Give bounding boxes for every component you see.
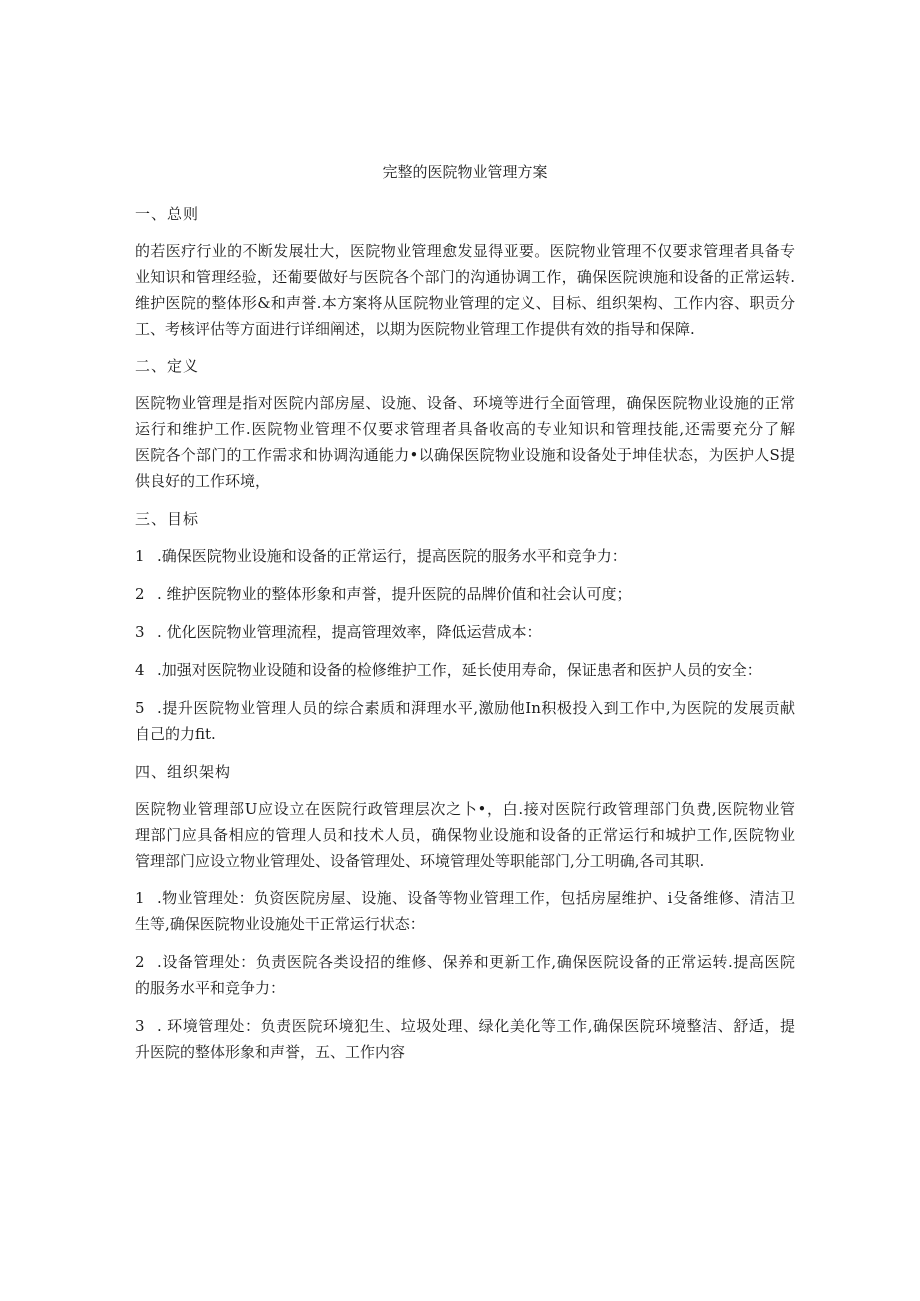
paragraph-line: 工、考核评估等方面进行详细阐述，以期为医院物业管理工作提供有效的指导和保障. (135, 320, 695, 338)
list-number: 3 (135, 1017, 145, 1035)
list-text: . 环境管理处：负责医院环境犯生、垃圾处理、绿化美化等工作,确保医院环境整洁、舒适，提 (157, 1017, 795, 1035)
list-item-goal-5 (135, 697, 795, 719)
paragraph-line: 业知识和管理经验，还葡要做好与医院各个部门的沟通协调工作，确保医院谀施和设备的正常运转. (135, 268, 795, 286)
paragraph-line: 管理部门应设立物业管理处、设备管理处、环境管理处等职能部门,分工明确,各司其职. (135, 852, 705, 870)
paragraph-line: 医院各个部门的工作需求和协调沟通能力•以确保医院物业设施和设备处于坤佳状态，为医护人S提 (135, 446, 795, 464)
list-text: .确保医院物业设施和设备的正常运行，提高医院的服务水平和竞争力： (157, 547, 627, 565)
list-item-continuation: 升医院的整体形象和声誉，五、工作内容 (135, 1043, 406, 1061)
section-heading-goals: 三、目标 (135, 510, 200, 528)
list-item-continuation: 自己的力fit. (135, 725, 216, 743)
list-item-org-1 (135, 887, 795, 909)
paragraph-line: 维护医院的整体形&和声誉.本方案将从匡院物业管理的定义、目标、组织架构、工作内容、职贡分 (135, 294, 795, 312)
list-item-goal-3 (135, 621, 795, 643)
list-number: 3 (135, 623, 145, 641)
list-number: 2 (135, 953, 145, 971)
list-item-org-3 (135, 1015, 795, 1037)
list-item-goal-4 (135, 659, 795, 681)
document-title: 完整的医院物业管理方案 (382, 163, 548, 181)
list-number: 1 (135, 547, 145, 565)
list-text: .设备管理处：负责医院各类设招的维修、保养和更新工作,确保医院设备的正常运转.提高医院 (157, 953, 795, 971)
list-item-org-2 (135, 951, 795, 973)
list-item-continuation: 的服务水平和竞争力： (135, 979, 286, 997)
list-text: .加强对医院物业设随和设备的检修维护工作，延长使用寿命，保证患者和医护人员的安全： (157, 661, 762, 679)
list-number: 5 (135, 699, 145, 717)
list-item-goal-2 (135, 583, 795, 605)
section-heading-definition: 二、定义 (135, 357, 200, 375)
list-number: 2 (135, 585, 145, 603)
list-text: .提升医院物业管理人员的综合素质和湃理水平,激励他In积极投入到工作中,为医院的发展贡献 (157, 699, 795, 717)
list-number: 4 (135, 661, 145, 679)
paragraph-line: 的若医疗行业的不断发展壮大，医院物业管理愈发显得亚要。医院物业管理不仅要求管理者具备专 (135, 242, 795, 260)
section-heading-general: 一、总则 (135, 205, 200, 223)
paragraph-line: 医院物业管理部U应设立在医院行政管理层次之卜•，白.接对医院行政管理部门负费,医院物业管 (135, 800, 795, 818)
paragraph-line: 供良好的工作环境， (135, 472, 271, 490)
list-item-continuation: 生等,确保医院物业设施处干正常运行状态： (135, 915, 425, 933)
list-text: .物业管理处：负资医院房屋、设施、设备等物业管理工作，包括房屋维护、i殳备维修、清洁卫 (157, 889, 795, 907)
paragraph-line: 运行和维护工作.医院物业管理不仅要求管理者具备收高的专业知识和管理技能,还需要充分了解 (135, 420, 795, 438)
list-number: 1 (135, 889, 145, 907)
list-text: . 优化医院物业管理流程，提高管理效率，降低运营成本： (157, 623, 542, 641)
section-heading-organization: 四、组织架构 (135, 763, 232, 781)
list-text: . 维护医院物业的整体形象和声誉，提升医院的品牌价值和社会认可度； (157, 585, 632, 603)
list-item-goal-1 (135, 545, 795, 567)
paragraph-line: 理部门应具备相应的管理人员和技术人员，确保物业设施和设备的正常运行和城护工作,医院物业 (135, 826, 795, 844)
paragraph-line: 医院物业管理是指对医院内部房屋、设施、设备、环境等进行全面管理，确保医院物业设施的正常 (135, 394, 795, 412)
